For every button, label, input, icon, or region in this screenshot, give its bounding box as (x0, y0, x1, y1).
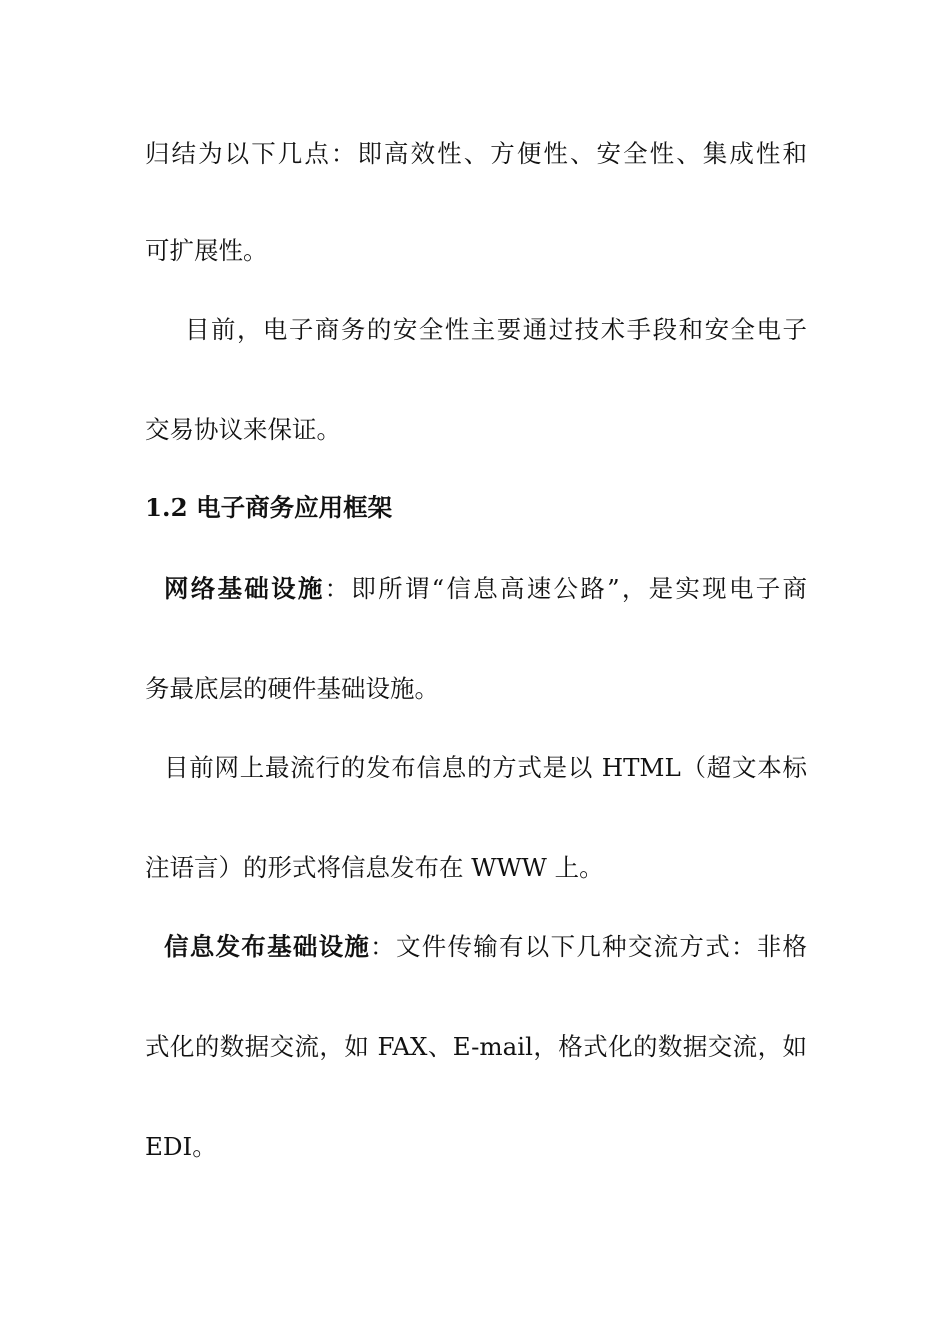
publishing-paragraph-line-2: 式化的数据交流，如 FAX、E-mail，格式化的数据交流，如 (145, 1032, 807, 1061)
text-line-2: 可扩展性。 (145, 236, 268, 265)
publishing-term: 信息发布基础设施 (164, 932, 371, 961)
publishing-paragraph-line-3: EDI。 (145, 1132, 217, 1161)
network-paragraph-line-1 (145, 572, 807, 606)
section-heading: 1.2 电子商务应用框架 (145, 493, 393, 522)
publishing-description: ：文件传输有以下几种交流方式：非格 (370, 932, 807, 961)
html-paragraph-line-1: 目前网上最流行的发布信息的方式是以 HTML（超文本标 (164, 753, 807, 782)
text-line-3: 目前，电子商务的安全性主要通过技术手段和安全电子 (185, 315, 807, 344)
publishing-paragraph-line-1 (145, 930, 807, 964)
network-description: ：即所谓“信息高速公路”，是实现电子商 (324, 574, 807, 603)
html-paragraph-line-2: 注语言）的形式将信息发布在 WWW 上。 (145, 853, 604, 882)
text-line-1: 归结为以下几点：即高效性、方便性、安全性、集成性和 (145, 139, 807, 168)
network-term: 网络基础设施 (164, 574, 325, 603)
network-paragraph-line-2: 务最底层的硬件基础设施。 (145, 674, 439, 703)
text-line-4: 交易协议来保证。 (145, 415, 341, 444)
